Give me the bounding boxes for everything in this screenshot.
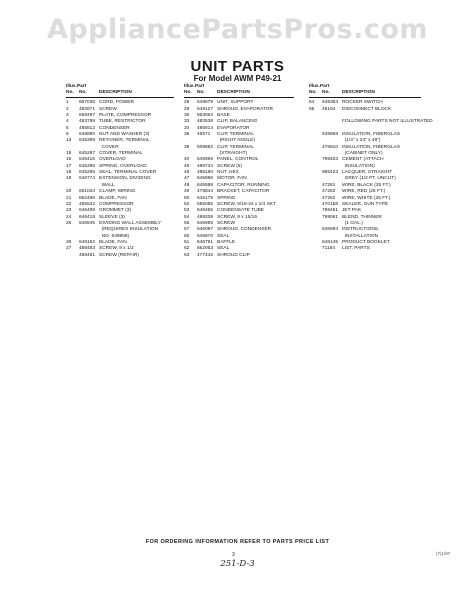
part-description: OVERLOAD: [99, 157, 126, 163]
part-description: COMPRESSOR: [99, 201, 134, 207]
part-number: 646969: [197, 157, 214, 163]
part-description: CORD, POWER: [99, 100, 134, 106]
part-description: CLIP, TERMINAL: [217, 132, 254, 138]
part-number: 485814: [197, 125, 214, 131]
illus-number: 54: [184, 214, 190, 220]
part-number: 646870: [197, 233, 214, 239]
part-description: INSULATION, FIBERGLAS: [342, 132, 401, 138]
part-number: 646945: [79, 220, 96, 226]
part-description: CLIP, TERMINAL: [217, 144, 254, 150]
part-number: 799061: [322, 214, 339, 220]
illus-number: 61: [184, 239, 190, 245]
part-description: NUT AND WASHER (3): [99, 132, 150, 138]
part-description: LACQUER, STRAIGHT: [342, 170, 393, 176]
part-description: BLEND, THINNER: [342, 214, 382, 220]
illus-number: 23: [66, 208, 72, 214]
part-description: FOLLOWING PARTS NOT ILLUSTRATED: [342, 119, 433, 125]
illus-number: 34: [184, 125, 190, 131]
part-number: 853063: [197, 113, 214, 119]
part-description: BLADE, FAN: [99, 239, 127, 245]
part-number: 488180: [197, 170, 214, 176]
part-description: PRODUCT BOOKLET: [342, 239, 390, 245]
part-description: SPRING: [217, 195, 236, 201]
part-description: SEAL: [217, 233, 230, 239]
part-description: SCREW (5): [217, 163, 243, 169]
part-number: 477442: [197, 252, 214, 258]
illus-number: 62: [184, 246, 190, 252]
part-number: 71184: [322, 246, 335, 252]
illus-number: 13: [66, 138, 72, 144]
part-description: SHROUD, CONDENSER: [217, 227, 272, 233]
part-number: 646465: [197, 208, 214, 214]
header-illus: Illus.: [184, 84, 195, 89]
illus-number: 48: [184, 182, 190, 188]
part-description: SCREW, 8 x 1/2: [99, 246, 134, 252]
illus-number: 30: [184, 113, 190, 119]
part-number: 646774: [79, 176, 96, 182]
watermark: AppliancePartsPros.com: [46, 14, 429, 45]
part-description: SHROUD, EVAPORATOR: [217, 106, 273, 112]
part-description: WIRE, WHITE (25 FT.): [342, 195, 391, 201]
illus-number: 15: [66, 151, 72, 157]
illus-number: 17: [66, 163, 72, 169]
part-number: 985423: [322, 170, 339, 176]
part-description: (STRAIGHT): [217, 151, 248, 157]
illus-number: 28: [184, 100, 190, 106]
part-description: INSTALLATION: [342, 233, 379, 239]
header-description: DESCRIPTION: [342, 90, 375, 96]
part-description: DIVIDING WALL ASSEMBLY: [99, 220, 161, 226]
part-description: NO. 649958): [99, 233, 130, 239]
part-number: 488483: [79, 246, 96, 252]
illus-number: 6: [66, 132, 69, 138]
illus-number: 63: [184, 252, 190, 258]
illus-number: 3: [66, 113, 69, 119]
illus-number: 2: [66, 106, 69, 112]
illus-number: 27: [66, 246, 72, 252]
part-number: 645399: [79, 138, 96, 144]
part-number: 476810: [322, 144, 339, 150]
part-description: LIST, PARTS: [342, 246, 370, 252]
part-number: 646418: [79, 214, 96, 220]
part-number: 483538: [197, 119, 214, 125]
illus-number: 20: [66, 189, 72, 195]
part-description: SCREW, 8 x 15/16: [217, 214, 257, 220]
header-description: DESCRIPTION: [217, 90, 250, 96]
part-description: BASE: [217, 113, 230, 119]
part-description: JET PAK: [342, 208, 362, 214]
part-number: 645598: [197, 182, 214, 188]
part-number: 645296: [79, 170, 96, 176]
part-number: 482871: [79, 106, 96, 112]
part-description: SEAL: [217, 246, 230, 252]
part-description: UNIT, SUPPORT: [217, 100, 254, 106]
part-description: (1 GAL.): [342, 220, 363, 226]
page-number: 3: [232, 552, 235, 558]
illus-number: 33: [184, 119, 190, 125]
part-description: INSULATION, FIBERGLAS: [342, 144, 401, 150]
part-number: 646985: [197, 220, 214, 226]
part-description: DISCONNECT BLOCK: [342, 106, 392, 112]
part-number: 769451: [322, 208, 339, 214]
part-description: SEALER, GUN TYPE: [342, 201, 389, 207]
part-number: 646880: [79, 132, 96, 138]
illus-number: 21: [66, 195, 72, 201]
illus-number: 47: [184, 176, 190, 182]
part-number: 485532: [79, 201, 96, 207]
part-number: 645398: [79, 163, 96, 169]
part-description: CLAMP, WIRING: [99, 189, 136, 195]
part-row: [184, 253, 294, 259]
illus-number: 39: [184, 144, 190, 150]
part-description: CONDENSER: [99, 125, 130, 131]
part-description: INSTRUCTIONS,: [342, 227, 380, 233]
header-row: [66, 90, 174, 98]
part-number: 45194: [322, 106, 336, 112]
part-row: [309, 119, 433, 125]
illus-number: 50: [184, 195, 190, 201]
illus-number: 65: [309, 106, 315, 112]
part-description: WIRE, RED (25 FT.): [342, 189, 386, 195]
part-description: SEAL, TERMINAL COVER: [99, 170, 157, 176]
part-number: 478844: [197, 189, 214, 195]
header-row: [184, 90, 294, 98]
part-number: 488481: [79, 252, 96, 258]
parts-column-2: [184, 84, 294, 259]
ordering-info-footer: FOR ORDERING INFORMATION REFER TO PARTS PRICE LIST: [145, 539, 330, 545]
part-description: SCREW, 5/16-24 x 1/4 SKT: [217, 201, 276, 207]
part-description: CEMENT (ATTACH: [342, 157, 384, 163]
illus-number: 49: [184, 189, 190, 195]
part-description: GROMMET (3): [99, 208, 132, 214]
part-description: (CABINET ONLY): [342, 151, 383, 157]
part-number: 488208: [197, 214, 214, 220]
part-number: 649958: [322, 132, 339, 138]
part-number: 852486: [79, 195, 96, 201]
part-description: COVER, TERMINAL: [99, 151, 143, 157]
illus-number: 38: [184, 132, 190, 138]
part-number: 485812: [79, 125, 96, 131]
part-description: NUT, HEX: [217, 170, 239, 176]
header-row: [309, 90, 421, 98]
part-description: MOTOR, FAN: [217, 176, 247, 182]
part-number: 649879: [197, 100, 214, 106]
header-part: Part: [76, 84, 87, 89]
part-description: WIRE, BLACK (25 FT.): [342, 182, 391, 188]
part-description: CLIP, BALANCING: [217, 119, 258, 125]
header-no: No.: [184, 90, 192, 96]
part-description: EVAPORATOR: [217, 125, 250, 131]
part-description: INSULATION): [342, 163, 375, 169]
part-number: 646994: [322, 227, 339, 233]
part-number: 47263: [322, 189, 336, 195]
header-description: DESCRIPTION: [99, 90, 132, 96]
part-description: BRACKET, CAPACITOR: [217, 189, 270, 195]
part-number: 661034: [79, 189, 96, 195]
part-number: 646791: [197, 239, 214, 245]
part-description: TUBE, RESTRICTOR: [99, 119, 146, 125]
part-description: RETAINER, TERMINAL: [99, 138, 150, 144]
part-description: EXTENSION, DIVIDING: [99, 176, 151, 182]
part-number: 488734: [197, 163, 214, 169]
parts-rows: [66, 100, 174, 259]
parts-column-1: [66, 84, 174, 259]
part-description: CONDENSATE TUBE: [217, 208, 264, 214]
part-description: SPRING, OVERLOAD: [99, 163, 147, 169]
parts-rows: [184, 100, 294, 259]
illus-number: 40: [184, 157, 190, 163]
part-description: SLEEVE (3): [99, 214, 125, 220]
part-description: PANEL, CONTROL: [217, 157, 259, 163]
header-no2: No.: [322, 90, 330, 96]
header-illus: Illus.: [309, 84, 320, 89]
part-description: (REQUIRES INSULATION: [99, 227, 159, 233]
part-number: 667036: [79, 100, 96, 106]
part-description: SCREW: [99, 106, 117, 112]
illus-number: 18: [66, 170, 72, 176]
part-number: 852063: [197, 246, 214, 252]
parts-rows: [309, 100, 433, 252]
part-description: WALL: [99, 182, 115, 188]
handwritten-note: 251-D-3: [220, 559, 255, 569]
part-description: PLATE, COMPRESSOR: [99, 113, 152, 119]
header-no2: No.: [79, 90, 87, 96]
part-number: 646416: [79, 157, 96, 163]
illus-number: 60: [184, 233, 190, 239]
illus-number: 55: [184, 220, 190, 226]
part-number: 646499: [79, 208, 96, 214]
header-part: Part: [194, 84, 205, 89]
illus-number: 46: [184, 170, 190, 176]
page-title: UNIT PARTS: [190, 58, 285, 75]
header-no: No.: [309, 90, 317, 96]
illus-number: 26: [66, 239, 72, 245]
part-row: [66, 253, 174, 259]
part-number: 595085: [197, 201, 214, 207]
part-number: 645179: [197, 195, 214, 201]
part-description: SCREW: [217, 220, 235, 226]
part-number: 646097: [197, 227, 214, 233]
part-description: ROCKER SWITCH: [342, 100, 383, 106]
header-no: No.: [66, 90, 74, 96]
illus-number: 22: [66, 201, 72, 207]
part-description: SHROUD CLIP: [217, 252, 250, 258]
part-number: 470158: [322, 201, 339, 207]
part-description: BAFFLE: [217, 239, 236, 245]
illus-number: 5: [66, 125, 69, 131]
part-row: [309, 246, 421, 252]
illus-number: 45: [184, 163, 190, 169]
part-description: COVER: [99, 144, 119, 150]
illus-number: 52: [184, 201, 190, 207]
part-number: 649127: [197, 106, 214, 112]
part-number: 645986: [197, 176, 214, 182]
illus-number: 57: [184, 227, 190, 233]
part-number: 669497: [79, 113, 96, 119]
part-number: 799403: [322, 157, 339, 163]
part-number: 509682: [197, 144, 214, 150]
illus-number: 16: [66, 157, 72, 163]
part-number: 649384: [322, 100, 339, 106]
document-code: (7)1/87: [436, 551, 451, 556]
part-description: SCREW (REPAIR): [99, 252, 139, 258]
illus-number: 1: [66, 100, 69, 106]
part-number: 645297: [79, 151, 96, 157]
part-number: 483788: [79, 119, 96, 125]
part-number: 45571: [197, 132, 211, 138]
header-illus: Illus.: [66, 84, 77, 89]
illus-number: 24: [66, 214, 72, 220]
illus-number: 53: [184, 208, 190, 214]
illus-number: 4: [66, 119, 69, 125]
part-description: BLADE, FAN: [99, 195, 127, 201]
part-number: 47262: [322, 195, 336, 201]
part-description: (RIGHT ANGLE): [217, 138, 256, 144]
part-number: 646152: [79, 239, 96, 245]
header-no2: No.: [197, 90, 205, 96]
parts-column-3: [309, 84, 433, 253]
part-number: 648145: [322, 239, 339, 245]
part-description: GREY (1/2 PT. UNCUT): [342, 176, 396, 182]
part-number: 47261: [322, 182, 336, 188]
header-part: Part: [319, 84, 330, 89]
part-description: (1/4" x 24" x 48"): [342, 138, 381, 144]
illus-number: 64: [309, 100, 315, 106]
illus-number: 25: [66, 220, 72, 226]
illus-number: 19: [66, 176, 72, 182]
page-subtitle: For Model AWM P49-21: [193, 74, 282, 83]
part-description: CAPACITOR, RUNNING: [217, 182, 270, 188]
illus-number: 29: [184, 106, 190, 112]
